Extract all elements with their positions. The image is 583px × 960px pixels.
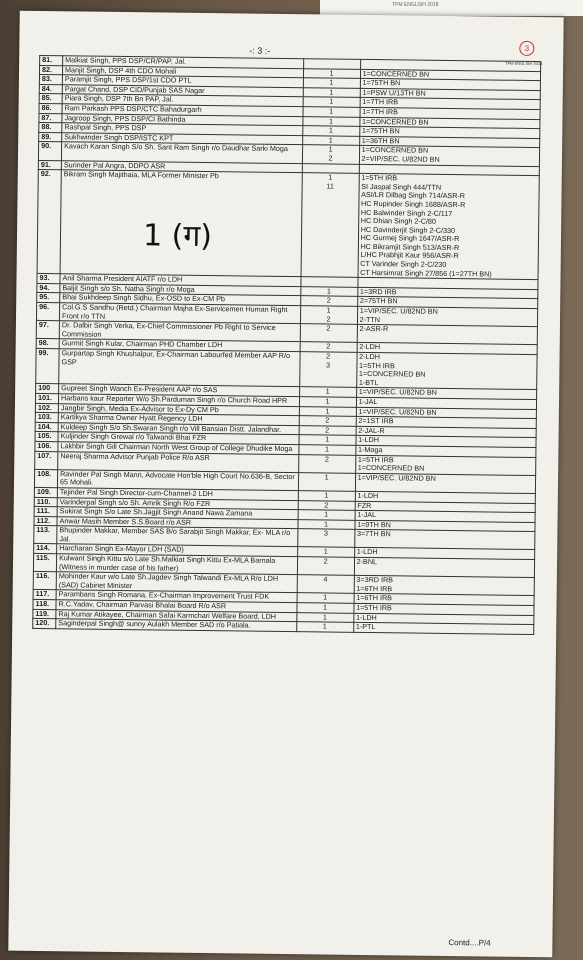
serial-number: 119. bbox=[33, 609, 56, 619]
deployment-detail: 2-BNL bbox=[354, 557, 535, 577]
serial-number: 108. bbox=[34, 469, 57, 487]
deployment-detail: 1=7TH IRB bbox=[360, 98, 540, 110]
deployment-detail: 2-JAL-R bbox=[356, 426, 536, 438]
serial-number: 99. bbox=[36, 348, 59, 384]
deployment-detail: 1=VIP/SEC. U/82ND BN 2-TTN bbox=[357, 306, 538, 326]
person-name: Harcharan Singh Ex-Mayor LDH (SAD) bbox=[57, 544, 298, 557]
person-name: Ram Parkash PPS DSP/CTC Bahadurgarh bbox=[62, 104, 303, 117]
serial-number: 95. bbox=[37, 293, 60, 303]
deployment-detail: 1=VIP/SEC. U/82ND BN bbox=[356, 407, 536, 419]
person-name: Pargat Chand, DSP CID/Punjab SAS Nagar bbox=[62, 85, 303, 98]
deployment-detail: 1=36TH BN bbox=[359, 136, 539, 148]
guard-count: 1 2 bbox=[302, 145, 359, 164]
deployment-detail: 1=5TH IRB 1=CONCERNED BN bbox=[355, 455, 536, 475]
guard-count: 4 bbox=[297, 575, 354, 594]
person-name: Jagroop Singh, PPS DSP/CI Bathinda bbox=[62, 113, 303, 126]
table-row bbox=[37, 170, 539, 280]
serial-number: 116. bbox=[33, 572, 56, 590]
serial-number: 118. bbox=[33, 599, 56, 609]
guard-count: 1 bbox=[297, 519, 354, 529]
deployment-detail: 1=7TH IRB bbox=[360, 107, 540, 119]
person-name: Lakhbir Singh Gill Chairman North West Group of College Dhudike Moga bbox=[58, 442, 299, 455]
guard-count: 1 bbox=[297, 593, 354, 603]
person-name: Gupreet Singh Wanch Ex-President AAP r/o SAS bbox=[59, 384, 300, 397]
person-name: Bhai Sukhdeep Singh Sidhu, Ex-OSD to Ex-CM Pb bbox=[60, 293, 301, 306]
person-name: Kulwant Singh Kittu s/o Late Sh.Malkiat Singh Kittu Ex-MLA Barnala (Witness in murder case of his father) bbox=[56, 554, 297, 575]
deployment-detail: 1=3RD IRB bbox=[357, 287, 537, 299]
guard-count: 2 3 bbox=[299, 352, 357, 388]
guard-count: 1 bbox=[296, 622, 353, 632]
guard-count: 1 bbox=[302, 107, 359, 117]
deployment-detail: 1-JAL bbox=[355, 510, 535, 522]
guard-count: 1 bbox=[296, 603, 353, 613]
guard-count: 2 bbox=[298, 500, 355, 510]
page-number: -: 3 :- bbox=[249, 45, 271, 56]
deployment-detail: 2-ASR-R bbox=[357, 325, 538, 345]
serial-number: 100 bbox=[36, 384, 59, 394]
guard-count: 2 bbox=[299, 416, 356, 426]
serial-number: 83. bbox=[39, 75, 62, 85]
serial-number: 86. bbox=[39, 103, 62, 113]
serial-number: 109. bbox=[34, 487, 57, 497]
person-name: Mohinder Kaur w/o Late Sh.Jagdev Singh Talwandi Ex-MLA R/o LDH (SAD) Cabinet Minister bbox=[56, 572, 297, 593]
deployment-detail: 1=75TH BN bbox=[359, 127, 539, 139]
person-name: Varinderpal Singh s/o Sh. Amrik Singh R/o FZR bbox=[57, 497, 298, 510]
person-name: Bhupinder Makkar, Member SAS B/o Sarabjit Singh Makkar, Ex- MLA r/o Jal. bbox=[57, 526, 298, 547]
corner-circle-mark: 3 bbox=[519, 41, 534, 56]
deployment-detail: 3=3RD IRB 1=6TH IRB bbox=[354, 576, 535, 596]
guard-count: 3 bbox=[297, 529, 354, 548]
deployment-detail: 1=VIP/SEC. U/82ND BN bbox=[355, 473, 536, 493]
deployment-detail: 1-JAL bbox=[356, 397, 536, 409]
guard-count: 1 bbox=[302, 135, 359, 145]
serial-number: 98. bbox=[36, 339, 59, 349]
guard-count: 1 2 bbox=[300, 306, 357, 325]
deployment-detail: 1=75TH BN bbox=[360, 79, 540, 91]
person-name: Malkiat Singh, PPS DSP/CR/PAP, Jal. bbox=[63, 56, 304, 69]
top-strip-text: TPM ENGLISH 2018 bbox=[392, 2, 439, 8]
deployment-detail: 1-Moga bbox=[355, 445, 535, 457]
serial-number: 97. bbox=[36, 321, 59, 339]
person-name: Piara Singh, DSP 7th Bn PAP, Jal. bbox=[62, 94, 303, 107]
guard-count: 1 bbox=[298, 491, 355, 501]
serial-number: 111. bbox=[34, 507, 57, 517]
serial-number: 92. bbox=[37, 170, 61, 274]
serial-number: 112. bbox=[34, 516, 57, 526]
guard-count: 1 bbox=[302, 126, 359, 136]
person-name: Kuljinder Singh Grewal r/o Talwandi Bhai FZR bbox=[58, 432, 299, 445]
guard-count: 2 bbox=[299, 425, 356, 435]
deployment-detail: 1-LDH bbox=[356, 436, 536, 448]
deployment-detail: 2-LDH 1=5TH IRB 1=CONCERNED BN 1-BTL bbox=[356, 352, 537, 390]
person-name: Baljit Singh s/o Sh. Natha Singh r/o Moga bbox=[60, 284, 301, 297]
person-name: Dr. Dalbir Singh Verka, Ex-Chief Commissioner Pb Right to Service Commission bbox=[59, 321, 300, 342]
guard-count: 1 bbox=[302, 116, 359, 126]
person-name: Bikram Singh Majithaia, MLA Former Minister Pb 1 (ग) bbox=[60, 170, 302, 277]
continued-note: Contd....P/4 bbox=[448, 938, 491, 948]
deployment-detail: 1=PSW U/13TH BN bbox=[360, 88, 540, 100]
serial-number: 110. bbox=[34, 497, 57, 507]
serial-number: 104. bbox=[35, 422, 58, 432]
guard-count: 2 bbox=[297, 557, 354, 576]
serial-number: 101. bbox=[35, 393, 58, 403]
guard-count: 1 bbox=[298, 472, 355, 491]
deployment-detail: FZR bbox=[355, 501, 535, 513]
serial-number: 90. bbox=[38, 142, 61, 160]
guard-count: 1 bbox=[303, 68, 360, 78]
guard-count: 1 bbox=[299, 387, 356, 397]
deployment-detail: 1-LDH bbox=[353, 613, 533, 625]
person-name: Gurmit Singh Kular, Chairman PHD Chamber LDH bbox=[59, 339, 300, 352]
person-name: Jangbir Singh, Media Ex-Advisor to Ex-Dy CM Pb bbox=[58, 403, 299, 416]
person-name: Parambans Singh Romana, Ex-Chairman Improvement Trust FDK bbox=[56, 590, 297, 603]
top-strip bbox=[320, 0, 583, 16]
deployment-detail: 1=VIP/SEC. U/82ND BN bbox=[356, 388, 536, 400]
document-page bbox=[8, 11, 563, 958]
serial-number: 115. bbox=[33, 553, 56, 571]
guard-count: 1 bbox=[298, 510, 355, 520]
serial-number: 105. bbox=[35, 432, 58, 442]
serial-number: 88. bbox=[39, 123, 62, 133]
person-name: R.C.Yadav, Chairman Parvasi Bhalai Board R/o ASR bbox=[56, 600, 297, 613]
person-name: Col.G.S Sandhu (Retd.) Chairman Majha Ex-Servicemen Human Right Front r/o TTN bbox=[60, 303, 301, 324]
guard-count: 2 bbox=[300, 342, 357, 352]
person-name: Sukhwinder Singh DSP/ISTC KPT bbox=[62, 132, 303, 145]
person-name: Paramjit Singh, PPS DSP/1st CDO PTL bbox=[62, 75, 303, 88]
deployment-detail: 1=9TH BN bbox=[355, 520, 535, 532]
serial-number: 96. bbox=[36, 302, 59, 320]
serial-number: 102. bbox=[35, 403, 58, 413]
deployment-detail: 1=CONCERNED BN bbox=[360, 69, 540, 81]
person-name: Kuldeep Singh S/o Sh.Swaran Singh r/o Vill Bansian Distt. Jalandhar. bbox=[58, 422, 299, 435]
deployment-detail: 1=CONCERNED BN bbox=[359, 117, 539, 129]
person-name: Kartikya Sharma Owner Hyatt Regency LDH bbox=[58, 413, 299, 426]
guard-count: 1 bbox=[299, 406, 356, 416]
handwritten-note: 1 (ग) bbox=[142, 217, 213, 254]
guard-count: 1 11 bbox=[301, 173, 359, 278]
deployment-detail: 1-LDH bbox=[355, 491, 535, 503]
person-name: Saginderpal Singh@ sunny Aulakh Member SAD r/o Patiala. bbox=[56, 619, 297, 632]
guard-count: 1 bbox=[300, 287, 357, 297]
serial-number: 87. bbox=[39, 113, 62, 123]
corner-code: TPM ENGLISH 2018 bbox=[505, 60, 543, 67]
guard-count: 1 bbox=[297, 547, 354, 557]
serial-number: 103. bbox=[35, 413, 58, 423]
serial-number: 106. bbox=[35, 441, 58, 451]
serial-number: 107. bbox=[35, 451, 58, 469]
person-name: Surinder Pal Angra, DDPO ASR bbox=[61, 160, 302, 173]
person-name: Tejinder Pal Singh Director-cum-Channel-2 LDH bbox=[57, 488, 298, 501]
person-name: Gurpartap Singh Khushalpur, Ex-Chairman Labourfed Member AAP R/o GSP bbox=[59, 349, 300, 387]
serial-number: 94. bbox=[37, 283, 60, 293]
serial-number: 114. bbox=[34, 544, 57, 554]
deployment-detail: 1=6TH IRB bbox=[354, 594, 534, 606]
deployment-detail: 2=1ST IRB bbox=[356, 417, 536, 429]
guard-count: 1 bbox=[296, 612, 353, 622]
serial-number: 117. bbox=[33, 590, 56, 600]
guard-count: 1 bbox=[298, 435, 355, 445]
security-list-table bbox=[32, 55, 541, 635]
deployment-detail: 3=7TH BN bbox=[354, 530, 535, 550]
guard-count: 2 bbox=[300, 324, 357, 343]
deployment-detail: 1=CONCERNED BN 2=VIP/SEC. U/82ND BN bbox=[359, 146, 540, 166]
deployment-detail: 1-LDH bbox=[354, 548, 534, 560]
person-name: Anwar Masih Member S.S.Board r/o ASR bbox=[57, 516, 298, 529]
guard-count: 1 bbox=[298, 445, 355, 455]
person-name: Kavach Karan Singh S/o Sh. Sant Ram Singh r/o Daudhar Sarki Moga bbox=[61, 142, 302, 163]
serial-number: 120. bbox=[33, 619, 56, 629]
deployment-detail: 1=5TH IRB SI Jaspal Singh 444/TTN ASI/LR Dilbag Singh 714/ASR-R HC Rupinder Singh 1688/ASR-R HC Balwinder Singh 2-C/117 HC Dhian Singh 2-C/80 HC Davinderjit Singh 2-C/330 HC Gurmej Singh 1647/ASR-R HC Bikramjit Singh 513/ASR-R L/HC Prabhjit Kaur 956/ASR-R CT Varinder Singh 2-C/230 CT Harsimrat Singh 27/856 (1=27TH BN) bbox=[358, 173, 540, 279]
person-name: Harbans kaur Reporter W/o Sh.Parduman Singh r/o Church Road HPR bbox=[59, 394, 300, 407]
deployment-detail: 2=75TH BN bbox=[357, 297, 537, 309]
serial-number: 93. bbox=[37, 274, 60, 284]
person-name: Ravinder Pal Singh Mann, Advocate Hon'ble High Court No.636-B, Sector 65 Mohali. bbox=[57, 469, 298, 490]
serial-number: 113. bbox=[34, 526, 57, 544]
person-name: Neeraj Sharma Advisor Punjab Police R/o ASR bbox=[58, 451, 299, 472]
guard-count: 1 bbox=[303, 87, 360, 97]
guard-count: 2 bbox=[300, 296, 357, 306]
guard-count: 1 bbox=[303, 78, 360, 88]
deployment-detail: 2-LDH bbox=[357, 343, 537, 355]
serial-number: 91. bbox=[38, 160, 61, 170]
guard-count: 2 bbox=[298, 454, 355, 473]
serial-number: 81. bbox=[40, 55, 63, 65]
serial-number: 89. bbox=[39, 132, 62, 142]
guard-count: 1 bbox=[299, 397, 356, 407]
person-name: Sukirat Singh S/o Late Sh.Jagjit Singh Anand Nawa Zamana bbox=[57, 507, 298, 520]
deployment-detail: 1=5TH IRB bbox=[354, 603, 534, 615]
person-name: Manjit Singh, DSP 4th CDO Mohali bbox=[63, 65, 304, 78]
serial-number: 85. bbox=[39, 94, 62, 104]
person-name: Anil Sharma President AIATF r/o LDH bbox=[60, 274, 301, 287]
person-name: Raj Kumar Atikayee, Chairman Safai Karmchari Welfare Board, LDH bbox=[56, 609, 297, 622]
deployment-detail: 1-PTL bbox=[353, 623, 533, 635]
person-name: Rashpal Singh, PPS DSP bbox=[62, 123, 303, 136]
serial-number: 84. bbox=[39, 84, 62, 94]
guard-count: 1 bbox=[303, 97, 360, 107]
serial-number: 82. bbox=[39, 65, 62, 75]
